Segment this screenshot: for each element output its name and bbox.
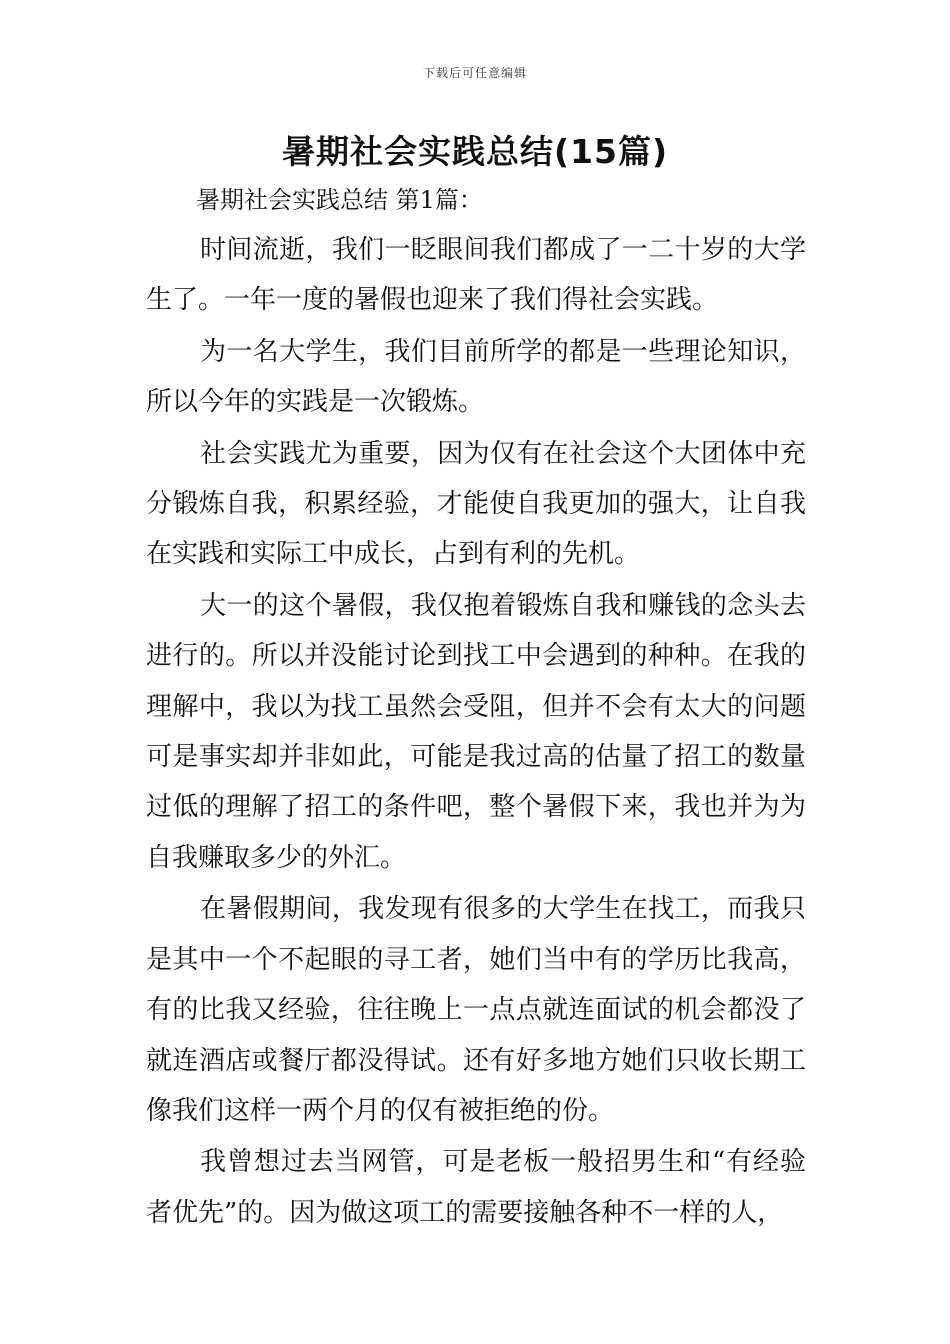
paragraph-5: 在暑假期间，我发现有很多的大学生在找工，而我只是其中一个不起眼的寻工者，她们当中有的学历比我高，有的比我又经验，往往晚上一点点就连面试的机会都没了就连酒店或餐厅都没得试。还有好多地方她们只收长期工像我们这样一两个月的仅有被拒绝的份。	[146, 894, 806, 1126]
paragraph-2: 为一名大学生，我们目前所学的都是一些理论知识，所以今年的实践是一次锻炼。	[146, 336, 806, 418]
paragraph-6: 我曾想过去当网管，可是老板一般招男生和“有经验者优先”的。因为做这项工的需要接触各种不一样的人，	[146, 1147, 806, 1228]
document-title: 暑期社会实践总结(15篇)	[281, 132, 669, 171]
paragraph-3: 社会实践尤为重要，因为仅有在社会这个大团体中充分锻炼自我，积累经验，才能使自我更加的强大，让自我在实践和实际工中成长，占到有利的先机。	[146, 438, 806, 570]
paragraph-4: 大一的这个暑假，我仅抱着锻炼自我和赚钱的念头去进行的。所以并没能讨论到找工中会遇到的种种。在我的理解中，我以为找工虽然会受阻，但并不会有太大的问题可是事实却并非如此，可能是我过高的估量了招工的数量过低的理解了招工的条件吧，整个暑假下来，我也并为为自我赚取多少的外汇。	[146, 590, 806, 873]
section-heading: 暑期社会实践总结 第1篇：	[196, 186, 483, 214]
body-text	[146, 225, 806, 1239]
paragraph-1: 时间流逝，我们一眨眼间我们都成了一二十岁的大学生了。一年一度的暑假也迎来了我们得社会实践。	[146, 235, 806, 316]
header-note: 下载后可任意编辑	[422, 66, 527, 80]
